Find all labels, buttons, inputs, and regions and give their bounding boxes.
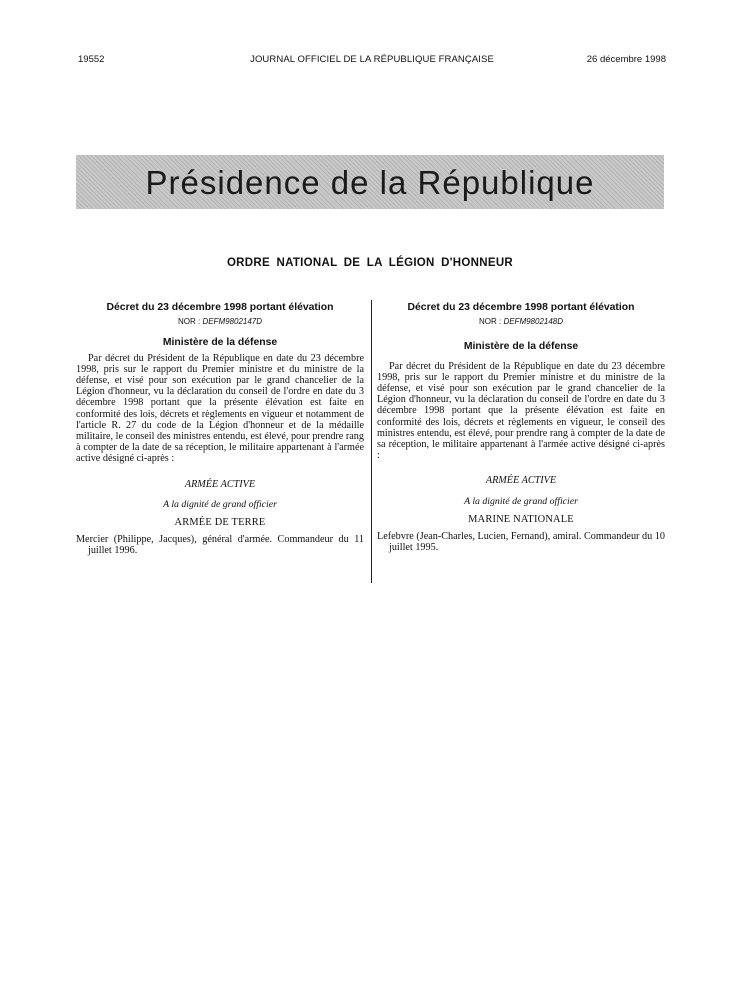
decret-body: Par décret du Président de la République en date du 23 décembre 1998, pris sur le rapport du Premier ministre et du ministre de la défense, et visé pour son exécution par le grand chancelier de la Légion d'honneur, vu la déclaration du conseil de l'ordre en date du 3 décembre 1998 portant que la présente élévation est faite en conformité des lois, décrets et règlements en vigueur, le conseil des ministres entendu, est élevé, pour prendre rang à compter de la date de sa réception, le militaire appartenant à l'armée active désigné ci-après : (377, 360, 665, 462)
armee-active-heading: ARMÉE ACTIVE (485, 475, 557, 487)
decret-body: Par décret du Président de la République en date du 23 décembre 1998, pris sur le rapport du Premier ministre et du ministre de la défense, et visé pour son exécution par le grand chancelier de la Légion d'honneur, vu la déclaration du conseil de l'ordre en date du 3 décembre 1998 portant que la présente élévation est faite en conformité des lois, décrets et règlements en vigueur et notamment de l'article R. 27 du code de la Légion d'honneur et de la médaille militaire, le conseil des ministres entendu, est élevé, pour prendre rang à compter de la date de sa réception, le militaire appartenant à l'armée active désigné ci-après : (76, 352, 364, 465)
nominee-entry: Mercier (Philippe, Jacques), général d'armée. Commandeur du 11 juillet 1996. (76, 534, 364, 557)
decret-right (377, 302, 665, 553)
decret-title: Décret du 23 décembre 1998 portant élévation (106, 302, 334, 313)
journal-title: JOURNAL OFFICIEL DE LA RÉPUBLIQUE FRANÇAISE (250, 54, 494, 65)
ministere-heading: Ministère de la défense (463, 341, 579, 353)
section-title: ORDRE NATIONAL DE LA LÉGION D'HONNEUR (226, 257, 514, 269)
nor-code: DEFM9802148D (503, 317, 564, 327)
armee-active-heading: ARMÉE ACTIVE (184, 478, 256, 490)
page-number: 19552 (78, 54, 105, 65)
column-divider (371, 300, 372, 583)
banner-title: Présidence de la République (145, 163, 595, 201)
nor-label: NOR : (478, 317, 502, 327)
dignite-heading: A la dignité de grand officier (163, 498, 277, 510)
branch-heading: ARMÉE DE TERRE (174, 517, 266, 529)
presidence-banner (76, 155, 664, 209)
issue-date: 26 décembre 1998 (586, 54, 666, 65)
nor-reference (76, 316, 364, 327)
decret-left (76, 302, 364, 557)
decret-title: Décret du 23 décembre 1998 portant élévation (407, 302, 635, 313)
running-header (78, 54, 666, 68)
nominee-entry: Lefebvre (Jean-Charles, Lucien, Fernand), amiral. Commandeur du 10 juillet 1995. (377, 531, 665, 554)
ministere-heading: Ministère de la défense (162, 337, 278, 349)
nor-code: DEFM9802147D (202, 317, 263, 327)
nor-reference (377, 316, 665, 327)
nor-label: NOR : (177, 317, 201, 327)
dignite-heading: A la dignité de grand officier (464, 495, 578, 507)
branch-heading: MARINE NATIONALE (468, 513, 574, 525)
